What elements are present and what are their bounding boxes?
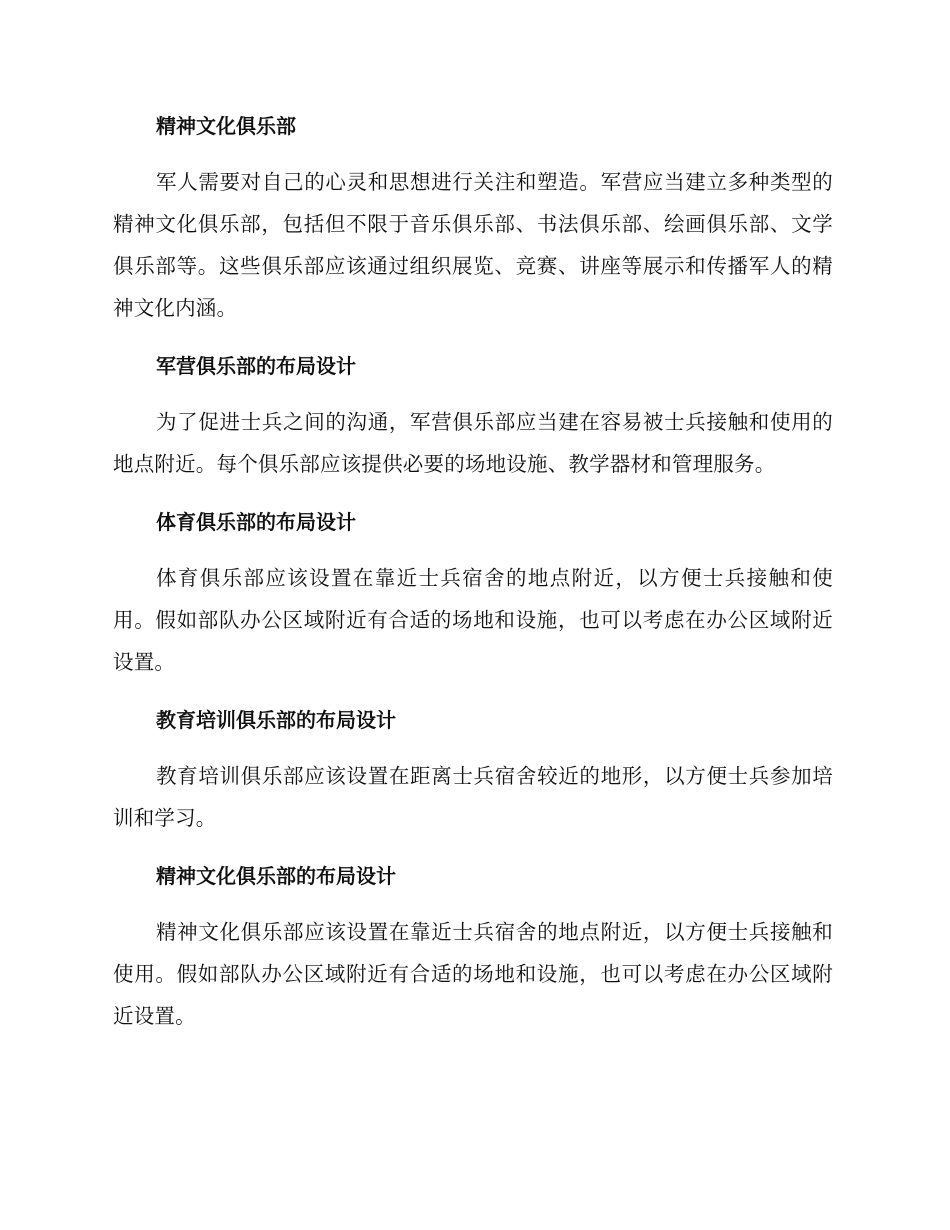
section-heading-spiritual-club-layout: 精神文化俱乐部的布局设计 (156, 864, 396, 888)
section-heading-sports-club-layout: 体育俱乐部的布局设计 (156, 510, 356, 534)
section-paragraph-club-layout: 为了促进士兵之间的沟通，军营俱乐部应当建在容易被士兵接触和使用的地点附近。每个俱乐部应该提供必要的场地设施、教学器材和管理服务。 (113, 410, 833, 476)
section-heading-club-layout: 军营俱乐部的布局设计 (156, 354, 356, 378)
section-paragraph-spiritual-club-layout: 精神文化俱乐部应该设置在靠近士兵宿舍的地点附近，以方便士兵接触和使用。假如部队办公区域附近有合适的场地和设施，也可以考虑在办公区域附近设置。 (113, 920, 833, 1028)
section-paragraph-training-club-layout: 教育培训俱乐部应该设置在距离士兵宿舍较近的地形，以方便士兵参加培训和学习。 (113, 764, 833, 830)
section-paragraph-spiritual-club: 军人需要对自己的心灵和思想进行关注和塑造。军营应当建立多种类型的精神文化俱乐部，包括但不限于音乐俱乐部、书法俱乐部、绘画俱乐部、文学俱乐部等。这些俱乐部应该通过组织展览、竞赛、讲座等展示和传播军人的精神文化内涵。 (113, 170, 833, 320)
document-body (113, 106, 833, 1054)
section-heading-training-club-layout: 教育培训俱乐部的布局设计 (156, 708, 396, 732)
section-paragraph-sports-club-layout: 体育俱乐部应该设置在靠近士兵宿舍的地点附近，以方便士兵接触和使用。假如部队办公区域附近有合适的场地和设施，也可以考虑在办公区域附近设置。 (113, 566, 833, 674)
section-heading-spiritual-club: 精神文化俱乐部 (156, 114, 296, 138)
